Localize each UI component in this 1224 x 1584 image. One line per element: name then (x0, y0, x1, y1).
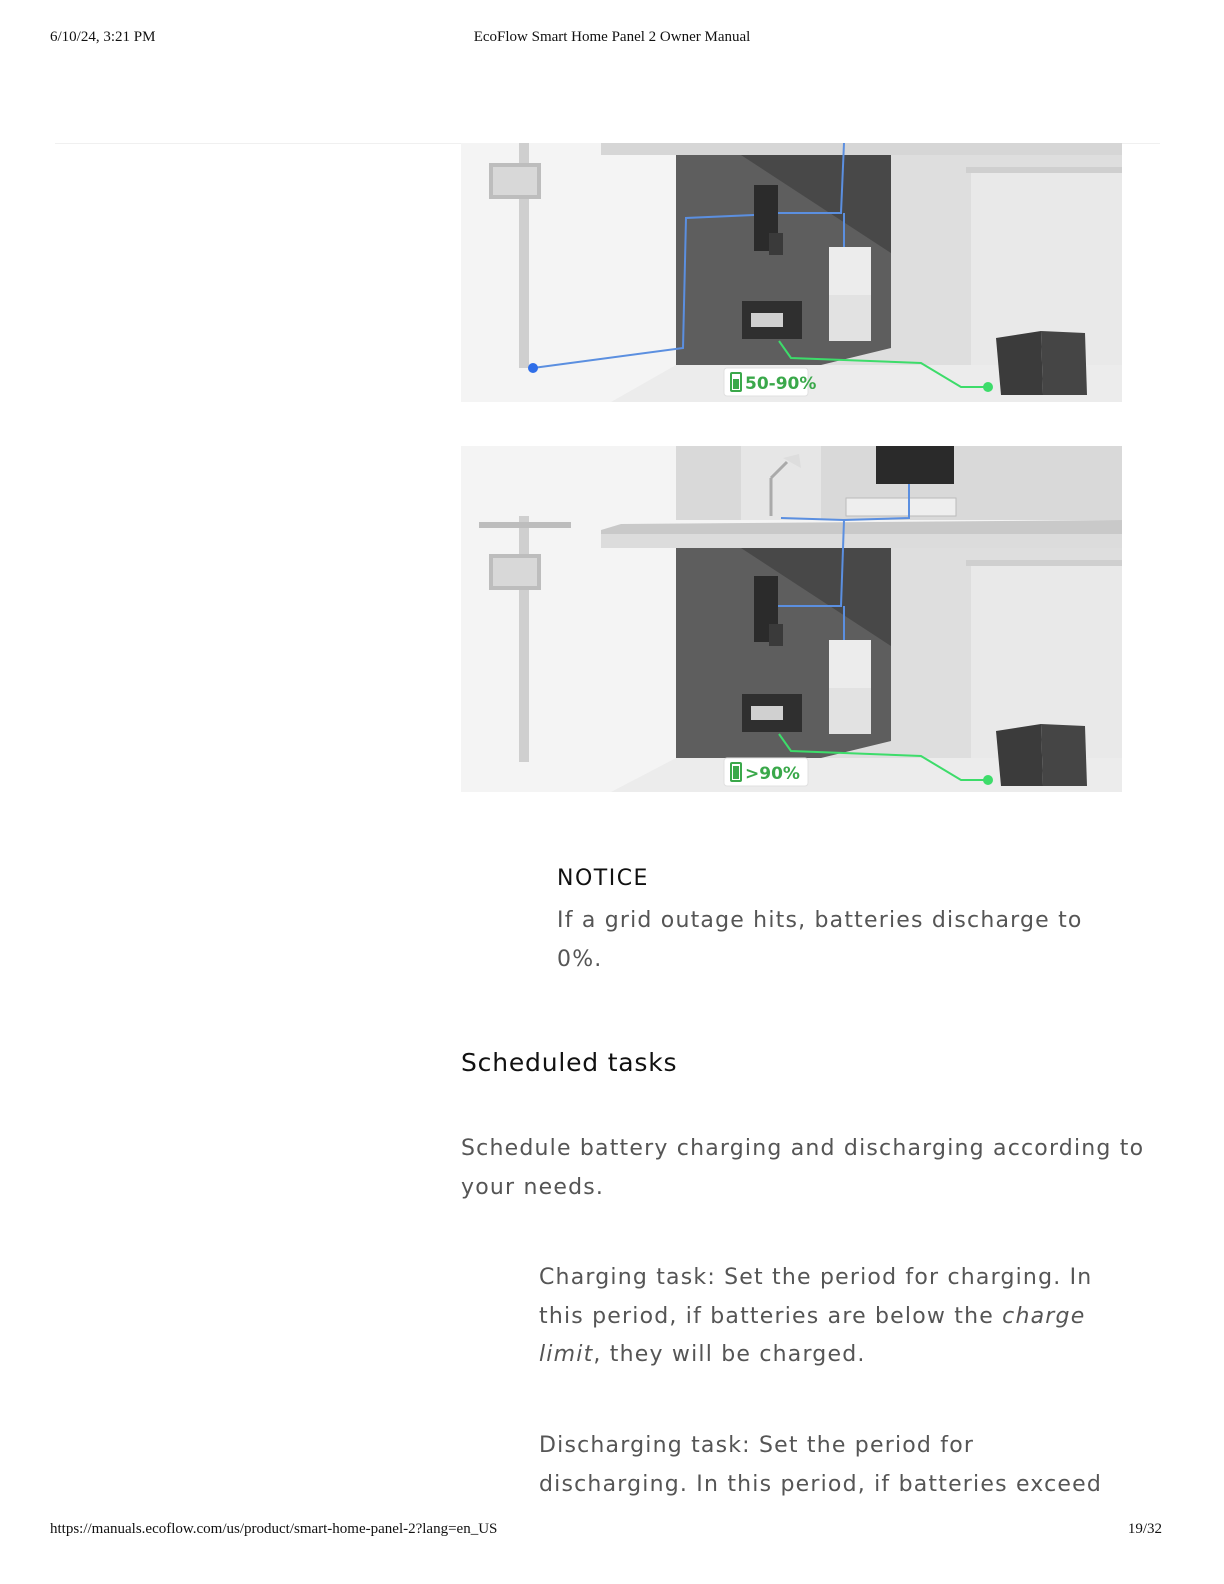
full-charge-illustration (461, 446, 1122, 792)
page-number: 19/32 (1127, 1521, 1162, 1537)
print-datetime: 6/10/24, 3:21 PM (50, 29, 156, 45)
charging-task-lead: Charging task: Set the period for charging. In this period, if batteries are below the (539, 1265, 1093, 1329)
battery-level-badge: 50-90% (745, 374, 817, 394)
backup-mode-illustration (461, 143, 1122, 402)
document-title: EcoFlow Smart Home Panel 2 Owner Manual (473, 29, 751, 45)
charging-task-text (539, 1259, 1129, 1375)
house-diagram-2 (461, 446, 1122, 792)
page-url: https://manuals.ecoflow.com/us/product/smart-home-panel-2?lang=en_US (50, 1521, 498, 1537)
notice-text: If a grid outage hits, batteries discharge to 0%. (557, 908, 1083, 972)
house-diagram-1 (461, 143, 1122, 402)
notice-heading: NOTICE (557, 866, 649, 891)
battery-level-badge: >90% (745, 764, 800, 784)
section-heading: Scheduled tasks (461, 1048, 678, 1077)
charging-task-tail: , they will be charged. (593, 1342, 866, 1367)
discharging-task-text: Discharging task: Set the period for discharging. In this period, if batteries exceed (539, 1433, 1103, 1497)
section-intro: Schedule battery charging and discharging according to your needs. (461, 1136, 1145, 1200)
charge-limit-term: charge limit (539, 1303, 1086, 1367)
